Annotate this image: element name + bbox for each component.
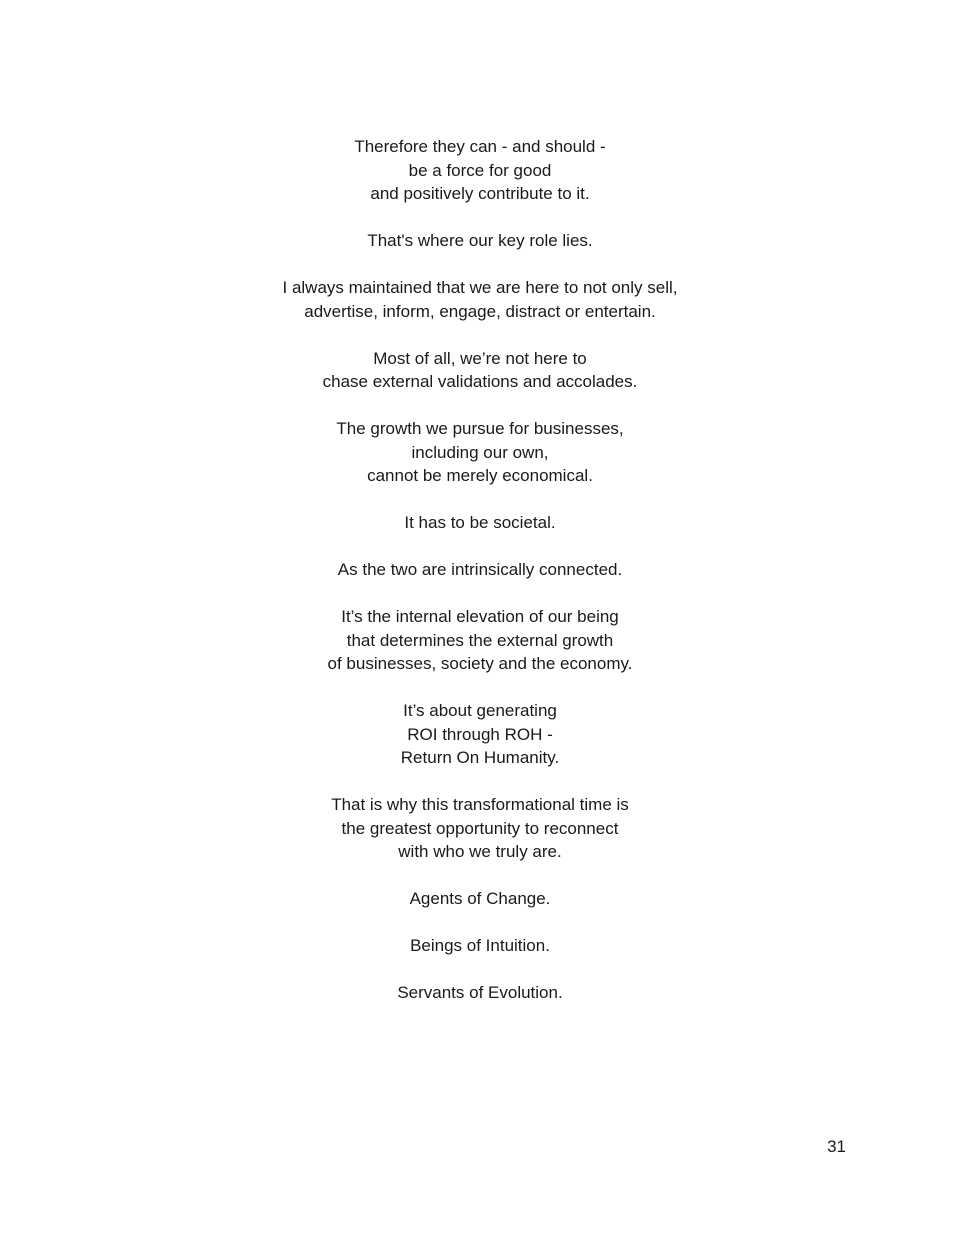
stanza [0, 887, 960, 911]
text-line: It’s about generating [403, 701, 557, 720]
text-line: chase external validations and accolades. [322, 372, 638, 391]
text-line: The growth we pursue for businesses, [336, 419, 624, 438]
text-line: be a force for good [408, 160, 552, 180]
text-line: advertise, inform, engage, distract or entertain. [304, 301, 656, 321]
stanza [0, 276, 960, 323]
text-line: cannot be merely economical. [367, 466, 593, 485]
text-line: Beings of Intuition. [410, 936, 550, 955]
text-line: of businesses, society and the economy. [327, 654, 633, 673]
stanza [0, 417, 960, 488]
text-line: That's where our key role lies. [367, 231, 593, 250]
text-line: As the two are intrinsically connected. [337, 560, 623, 579]
stanza [0, 934, 960, 958]
text-line: the greatest opportunity to reconnect [341, 818, 619, 838]
text-line: and positively contribute to it. [370, 184, 590, 203]
text-line: That is why this transformational time is [331, 795, 629, 814]
text-line: including our own, [411, 442, 549, 462]
text-line: Servants of Evolution. [397, 983, 563, 1002]
poem-body [0, 135, 960, 1028]
text-line: Most of all, we’re not here to [373, 348, 587, 368]
text-line: It’s the internal elevation of our being [341, 607, 619, 626]
stanza [0, 793, 960, 864]
text-line: with who we truly are. [398, 842, 562, 861]
stanza [0, 511, 960, 535]
stanza [0, 347, 960, 394]
stanza [0, 981, 960, 1005]
text-line: It has to be societal. [404, 513, 556, 532]
stanza [0, 135, 960, 206]
text-line: Agents of Change. [409, 889, 551, 908]
stanza [0, 558, 960, 582]
stanza [0, 699, 960, 770]
stanza [0, 229, 960, 253]
page-number: 31 [827, 1137, 846, 1156]
stanza [0, 605, 960, 676]
text-line: Therefore they can - and should - [354, 137, 606, 156]
text-line: ROI through ROH - [407, 724, 553, 744]
text-line: Return On Humanity. [400, 748, 560, 767]
text-line: that determines the external growth [346, 630, 614, 650]
text-line: I always maintained that we are here to not only sell, [282, 278, 678, 297]
